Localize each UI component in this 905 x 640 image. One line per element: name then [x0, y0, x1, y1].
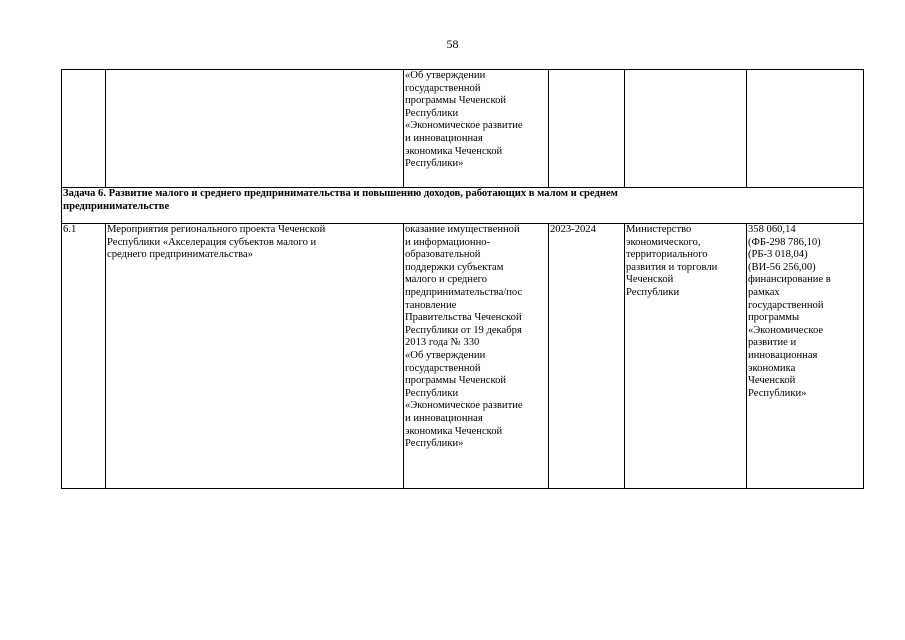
table-row: [62, 224, 864, 489]
period-cell: 2023-2024: [549, 224, 625, 489]
task-row: [62, 188, 864, 224]
row-number-cell: 6.1: [62, 224, 106, 489]
executor-cell: Министерство экономического, территориального развития и торговли Чеченской Республики: [625, 224, 747, 489]
activity-name-cell: Мероприятия регионального проекта Чеченской Республики «Акселерация субъектов малого и среднего предпринимательства»: [106, 224, 404, 489]
program-activities-table: [61, 69, 864, 489]
task-heading-cell: Задача 6. Развитие малого и среднего предпринимательства и повышению доходов, работающих в малом и среднем предпринимательстве: [62, 188, 864, 224]
period-cell: [549, 70, 625, 188]
row-number-cell: [62, 70, 106, 188]
financing-cell: [747, 70, 864, 188]
activity-content-cell: «Об утверждении государственной программы Чеченской Республики «Экономическое развитие и инновационная экономика Чеченской Республики»: [404, 70, 549, 188]
activity-content-cell: оказание имущественной и информационно- образовательной поддержки субъектам малого и среднего предпринимательства/пос тановление Правительства Чеченской Республики от 19 декабря 2013 года № 330 «Об утверждении государственной программы Чеченской Республики «Экономическое развитие и инновационная экономика Чеченской Республики»: [404, 224, 549, 489]
activity-name-cell: [106, 70, 404, 188]
table-row: [62, 70, 864, 188]
financing-cell: 358 060,14 (ФБ-298 786,10) (РБ-3 018,04) (ВИ-56 256,00) финансирование в рамках государственной программы «Экономическое развитие и инновационная экономика Чеченской Республики»: [747, 224, 864, 489]
executor-cell: [625, 70, 747, 188]
page-number: 58: [446, 37, 459, 51]
